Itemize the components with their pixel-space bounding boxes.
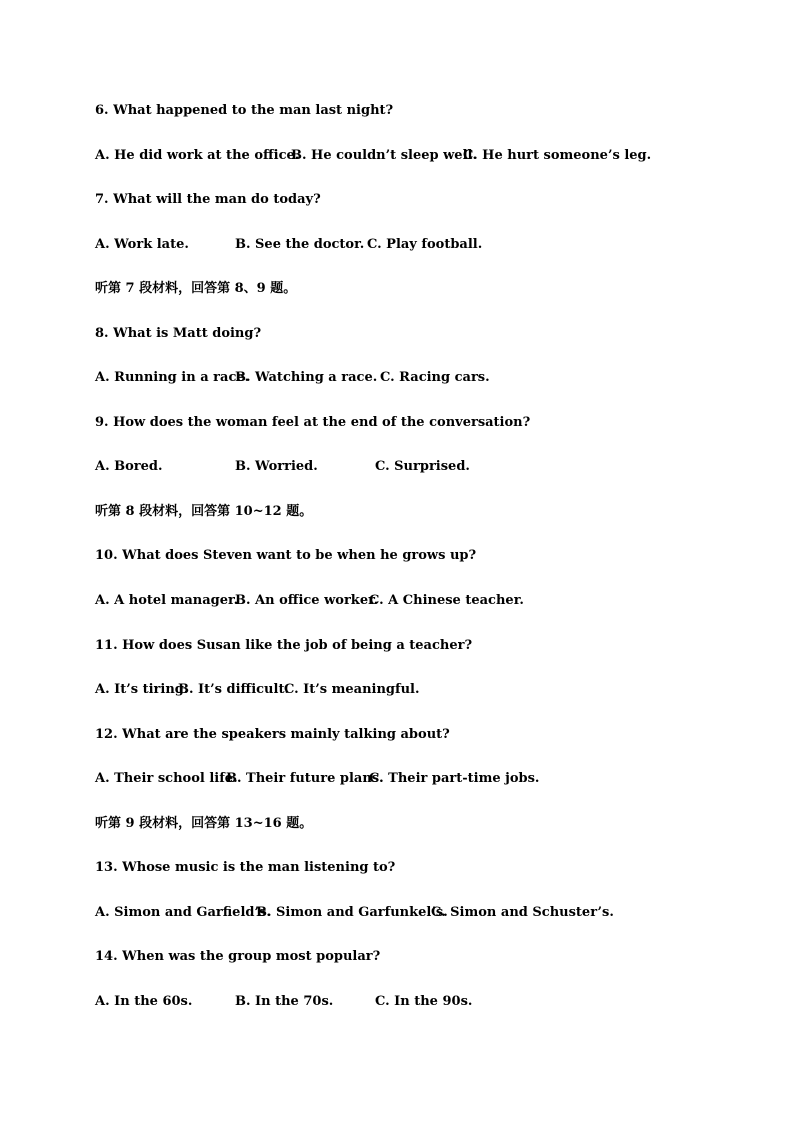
option-9c: C. Surprised. [375,459,470,474]
option-7a: A. Work late. [95,237,189,252]
option-10a: A. A hotel manager. [95,593,239,608]
question-7: 7. What will the man do today? [95,192,321,207]
option-14a: A. In the 60s. [95,994,193,1009]
options-11 [95,682,715,698]
option-12a: A. Their school life. [95,771,238,786]
option-6c: C. He hurt someone’s leg. [463,148,652,163]
option-7b: B. See the doctor. [235,237,365,252]
section-heading-7: 听第 7 段材料，回答第 8、9 题。 [95,281,297,296]
option-7c: C. Play football. [367,237,483,252]
question-6: 6. What happened to the man last night? [95,103,394,118]
option-14b: B. In the 70s. [235,994,334,1009]
option-9b: B. Worried. [235,459,318,474]
question-11: 11. How does Susan like the job of being a teacher? [95,638,473,653]
options-7 [95,237,715,253]
option-9a: A. Bored. [95,459,163,474]
option-8a: A. Running in a race. [95,370,250,385]
option-11c: C. It’s meaningful. [284,682,420,697]
option-13b: B. Simon and Garfunkel’s. [256,905,448,920]
option-13c: C. Simon and Schuster’s. [431,905,614,920]
question-8: 8. What is Matt doing? [95,326,262,341]
option-8c: C. Racing cars. [380,370,490,385]
question-14: 14. When was the group most popular? [95,949,381,964]
section-heading-9: 听第 9 段材料，回答第 13~16 题。 [95,816,313,831]
options-14 [95,994,715,1010]
question-13: 13. Whose music is the man listening to? [95,860,396,875]
question-10: 10. What does Steven want to be when he grows up? [95,548,477,563]
option-11a: A. It’s tiring. [95,682,189,697]
option-6a: A. He did work at the office. [95,148,300,163]
option-10c: C. A Chinese teacher. [369,593,524,608]
option-11b: B. It’s difficult. [178,682,289,697]
option-14c: C. In the 90s. [375,994,473,1009]
options-13 [95,905,715,921]
options-9 [95,459,715,475]
options-6 [95,148,715,164]
option-12b: B. Their future plans. [226,771,384,786]
options-8 [95,370,715,386]
options-12 [95,771,715,787]
option-8b: B. Watching a race. [235,370,378,385]
question-9: 9. How does the woman feel at the end of the conversation? [95,415,531,430]
option-13a: A. Simon and Garfield’s. [95,905,271,920]
option-6b: B. He couldn’t sleep well. [291,148,477,163]
section-heading-8: 听第 8 段材料，回答第 10~12 题。 [95,504,313,519]
question-12: 12. What are the speakers mainly talking about? [95,727,450,742]
options-10 [95,593,715,609]
option-12c: C. Their part-time jobs. [369,771,540,786]
option-10b: B. An office worker. [235,593,379,608]
